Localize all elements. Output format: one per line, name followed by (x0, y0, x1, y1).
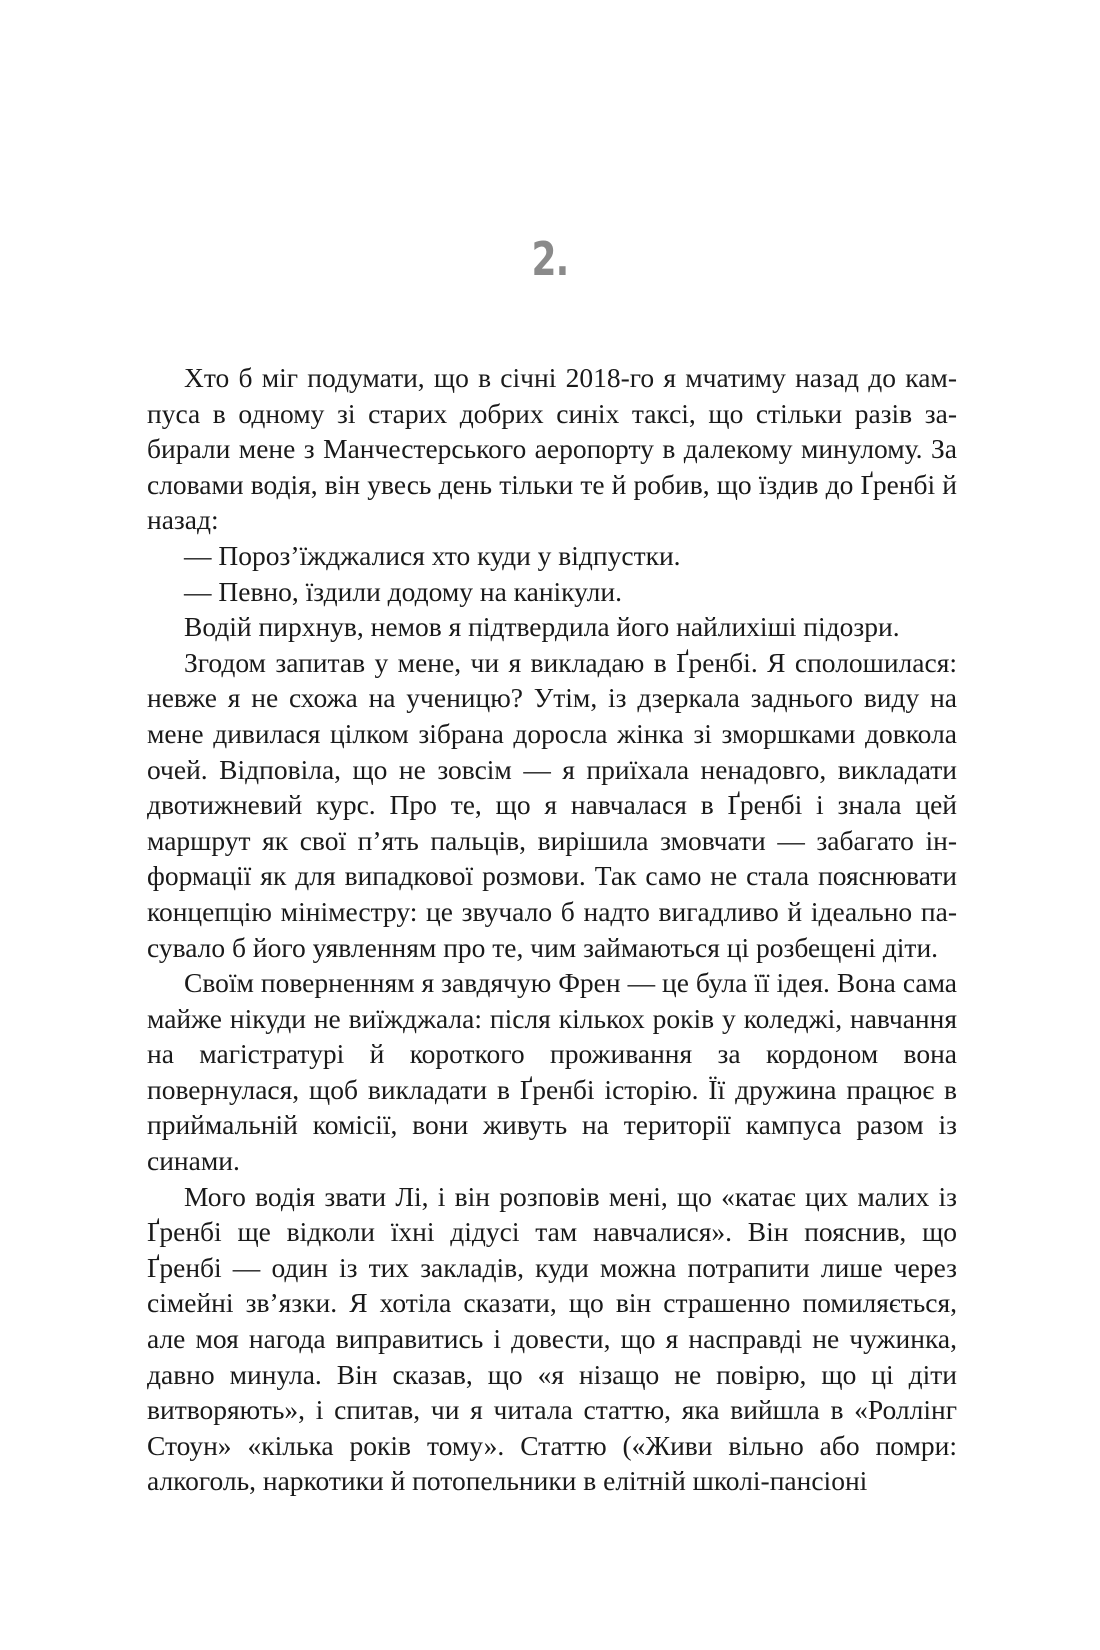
chapter-number: 2. (531, 232, 569, 286)
paragraph: Хто б міг подумати, що в січні 2018-го я мчатиму назад до кампуса в одному зі старих добрих синіх таксі, що стільки разів забирали мене з Манчестерського аеропорту в далекому минулому. За словами водія, він увесь день тільки те й робив, що їздив до Ґренбі й назад: (147, 362, 957, 536)
paragraph: — Певно, їздили додому на канікули. (184, 575, 622, 607)
body-text (147, 360, 957, 1499)
paragraph: Мого водія звати Лі, і він розповів мені, що «катає цих малих із Ґренбі ще відколи їхні дідусі там навчалися». Він пояснив, що Ґренбі — один із тих закладів, куди можна потрапити лише через сімейні зв’язки. Я хотіла сказати, що він страшенно помиляється, але моя нагода виправитись і довести, що я насправді не чужинка, давно минула. Він сказав, що «я нізащо не повірю, що ці діти витворяють», і спитав, чи я читала статтю, яка вийшла в «Роллінг Стоун» «кілька років тому». Статтю («Живи вільно або помри: алкоголь, наркотики й потопельники в елітній школі-пансіоні (147, 1180, 957, 1497)
paragraph: Водій пирхнув, немов я підтвердила його найлихіші підозри. (184, 611, 900, 643)
paragraph: Згодом запитав у мене, чи я викладаю в Ґренбі. Я сполошилася: невже я не схожа на ученицю? Утім, із дзеркала заднього виду на мене дивилася цілком зібрана доросла жінка зі зморшками довкола очей. Відповіла, що не зовсім — я приїхала ненадовго, викладати двотижневий курс. Про те, що я навчалася в Ґренбі і знала цей маршрут як свої п’ять пальців, вирішила змовчати — забагато інформації як для випадкової розмови. Так само не стала пояснювати концепцію мініместру: це звучало б надто вигадливо й ідеально пасувало б його уявленням про те, чим займаються ці розбещені діти. (147, 646, 957, 963)
paragraph: Своїм поверненням я завдячую Френ — це була її ідея. Вона сама майже нікуди не виїжджала: після кількох років у коледжі, навчання на магістратурі й короткого проживання за кордоном вона повернулася, щоб викладати в Ґренбі історію. Її дружина працює в приймальній комісії, вони живуть на території кампуса разом із синами. (147, 967, 957, 1177)
paragraph: — Пороз’їжджалися хто куди у відпустки. (184, 539, 681, 571)
